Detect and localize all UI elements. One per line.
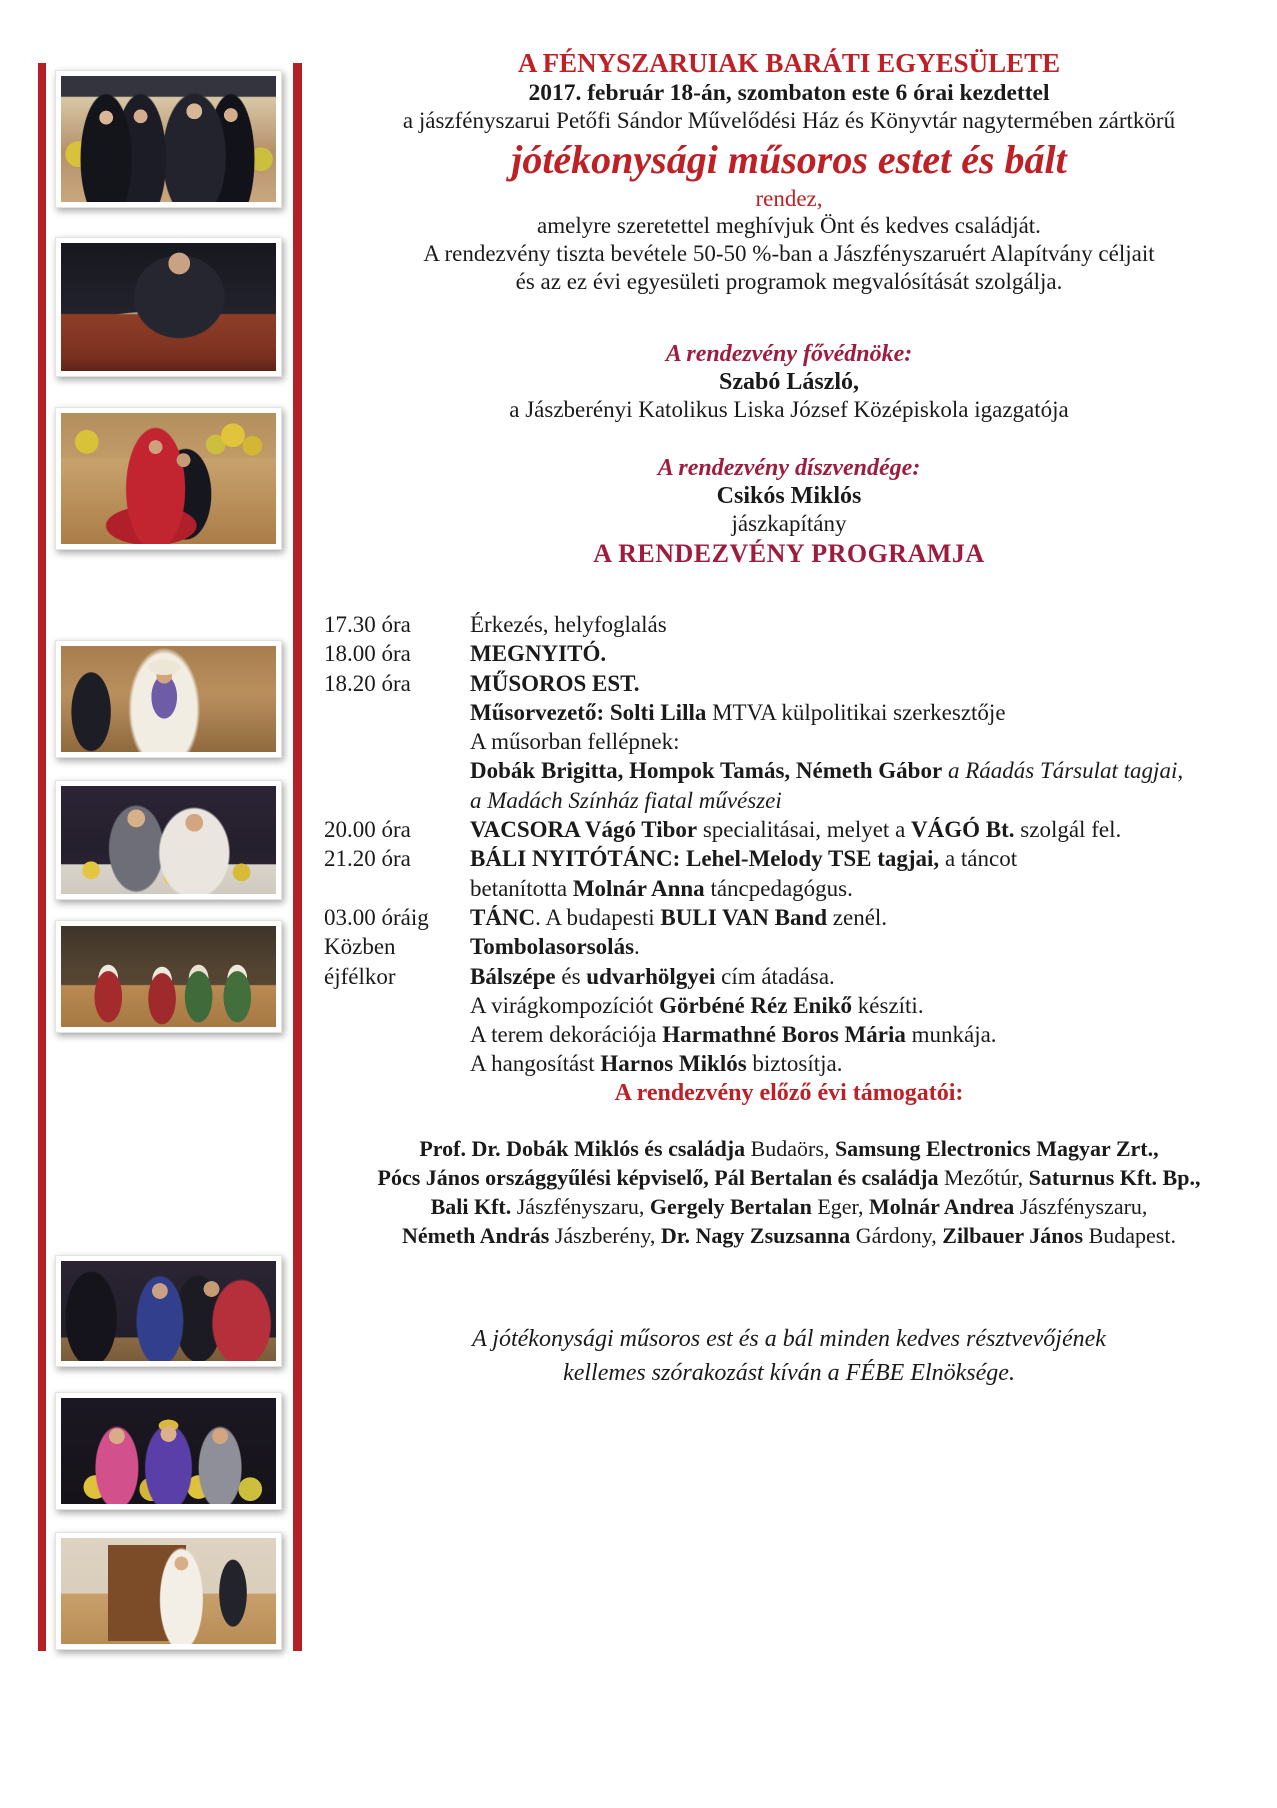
text-segment: Bálszépe xyxy=(470,963,556,989)
text-segment: biztosítja. xyxy=(746,1051,843,1077)
closing-line-1: A jótékonysági műsoros est és a bál minden kedves résztvevőjének xyxy=(472,1325,1106,1352)
photo-white-suit-singer xyxy=(55,640,282,758)
schedule-row xyxy=(324,727,1270,756)
schedule-description xyxy=(470,610,1270,639)
text-segment: táncpedagógus. xyxy=(704,875,853,901)
patron-heading: A rendezvény fővédnöke: xyxy=(665,341,913,367)
schedule-time xyxy=(324,786,470,815)
text-segment: Budaörs, xyxy=(745,1135,835,1161)
schedule-row xyxy=(324,991,1270,1020)
text-segment: szolgál fel. xyxy=(1014,817,1122,843)
text-segment: Prof. Dr. Dobák Miklós és családja xyxy=(419,1135,746,1161)
text-segment: Molnár Anna xyxy=(572,875,705,901)
sponsor-line xyxy=(308,1134,1270,1163)
guest-of-honor-section xyxy=(308,454,1270,538)
schedule-description xyxy=(470,1049,1270,1078)
schedule-row xyxy=(324,669,1270,698)
text-segment: Harnos Miklós xyxy=(600,1051,747,1077)
schedule-time xyxy=(324,991,470,1020)
text-segment: zenél. xyxy=(827,904,888,930)
text-segment: MTVA külpolitikai szerkesztője xyxy=(706,699,1006,725)
schedule-time xyxy=(324,874,470,903)
schedule-description xyxy=(470,932,1270,961)
text-segment: Zilbauer János xyxy=(942,1222,1084,1248)
text-segment: Pócs János országgyűlési képviselő, Pál Bertalan és családja xyxy=(377,1164,939,1190)
text-segment: Németh András xyxy=(402,1222,550,1248)
text-segment: VÁGÓ Bt. xyxy=(911,817,1015,843)
schedule-row xyxy=(324,962,1270,991)
schedule-row xyxy=(324,874,1270,903)
sponsor-line xyxy=(308,1221,1270,1250)
text-segment: Érkezés, helyfoglalás xyxy=(470,612,667,637)
schedule-row xyxy=(324,1049,1270,1078)
left-red-rule xyxy=(38,63,46,1651)
text-segment: . A budapesti xyxy=(535,904,661,930)
photo-ballroom-dancing xyxy=(55,1255,282,1367)
sponsor-list xyxy=(308,1134,1270,1250)
photo-painting-presentation xyxy=(55,1532,282,1650)
text-segment: betanította xyxy=(470,875,573,901)
patron-section xyxy=(308,340,1270,424)
schedule-time: 18.00 óra xyxy=(324,641,411,667)
text-segment: Görbéné Réz Enikő xyxy=(659,992,853,1018)
program-schedule xyxy=(308,610,1270,1079)
table-guests-image xyxy=(61,786,276,894)
guest-title: jászkapítány xyxy=(731,511,847,536)
text-segment: Dr. Nagy Zsuzsanna xyxy=(660,1222,851,1248)
photo-folk-dancers xyxy=(55,920,282,1033)
text-segment: Eger, xyxy=(811,1193,869,1219)
text-segment: udvarhölgyei xyxy=(586,963,716,989)
text-segment: Jászberény, xyxy=(549,1222,661,1248)
schedule-time: 17.30 óra xyxy=(324,612,411,637)
text-segment: A terem dekorációja xyxy=(470,1022,663,1048)
schedule-description xyxy=(470,727,1270,756)
schedule-row xyxy=(324,844,1270,873)
text-segment: Gergely Bertalan xyxy=(649,1193,812,1219)
text-segment: VACSORA Vágó Tibor xyxy=(470,817,698,843)
white-suit-singer-image xyxy=(61,646,276,752)
schedule-time xyxy=(324,698,470,727)
sponsors-heading: A rendezvény előző évi támogatói: xyxy=(614,1079,964,1106)
text-segment: Budapest. xyxy=(1083,1222,1176,1248)
program-heading: A RENDEZVÉNY PROGRAMJA xyxy=(593,539,985,568)
event-datetime: 2017. február 18-án, szombaton este 6 órai kezdettel xyxy=(528,80,1050,106)
text-segment: Bali Kft. xyxy=(430,1193,512,1219)
photo-pageant-winners xyxy=(55,1392,282,1510)
schedule-time: 03.00 óráig xyxy=(324,904,429,930)
text-segment: A virágkompozíciót xyxy=(470,992,660,1018)
proceeds-line-2: és az ez évi egyesületi programok megvalósítását szolgálja. xyxy=(515,269,1063,294)
schedule-time: 18.20 óra xyxy=(324,670,411,696)
schedule-time xyxy=(324,727,470,756)
text-segment: Tombolasorsolás xyxy=(470,934,635,960)
schedule-description xyxy=(470,815,1270,844)
association-title: A FÉNYSZARUIAK BARÁTI EGYESÜLETE xyxy=(517,48,1061,78)
content-column xyxy=(308,48,1270,1390)
text-segment: Mezőtúr, xyxy=(938,1164,1029,1190)
photo-opera-duo xyxy=(55,407,282,550)
proceeds-line-1: A rendezvény tiszta bevétele 50-50 %-ban a Jászfényszaruért Alapítvány céljait xyxy=(423,241,1155,266)
stage-ceremony-image xyxy=(61,76,276,202)
text-segment: BÁLI NYITÓTÁNC: Lehel-Melody TSE tagjai, xyxy=(470,846,940,872)
cimbalom-player-image xyxy=(61,243,276,371)
closing-line-2: kellemes szórakozást kíván a FÉBE Elnöksége. xyxy=(563,1359,1015,1386)
schedule-description xyxy=(470,903,1270,932)
schedule-row xyxy=(324,610,1270,639)
text-segment: specialitásai, melyet a xyxy=(697,817,912,843)
text-segment: a Madách Színház fiatal művészei xyxy=(470,787,782,813)
text-segment: A hangosítást xyxy=(470,1051,601,1077)
schedule-row xyxy=(324,815,1270,844)
schedule-description xyxy=(470,786,1270,815)
schedule-row xyxy=(324,698,1270,727)
invitation-line: amelyre szeretettel meghívjuk Önt és kedves családját. xyxy=(537,213,1041,238)
photo-cimbalom-player xyxy=(55,237,282,377)
text-segment: Jászfényszaru, xyxy=(1014,1193,1148,1219)
schedule-time: Közben xyxy=(324,934,396,960)
schedule-row xyxy=(324,1020,1270,1049)
schedule-row xyxy=(324,756,1270,785)
right-red-rule xyxy=(293,63,302,1651)
pageant-winners-image xyxy=(61,1398,276,1504)
text-segment: MEGNYITÓ. xyxy=(470,641,607,667)
text-segment: készíti. xyxy=(852,992,924,1018)
patron-name: Szabó László, xyxy=(718,369,859,395)
schedule-row xyxy=(324,639,1270,668)
text-segment: . xyxy=(634,934,640,960)
sponsor-line xyxy=(308,1192,1270,1221)
event-venue: a jászfényszarui Petőfi Sándor Művelődési Ház és Könyvtár nagytermében zártkörű xyxy=(402,108,1176,133)
folk-dancers-image xyxy=(61,926,276,1027)
text-segment: a táncot xyxy=(939,846,1018,872)
ballroom-dancing-image xyxy=(61,1261,276,1361)
schedule-row xyxy=(324,903,1270,932)
text-segment: MŰSOROS EST. xyxy=(470,670,640,696)
schedule-description xyxy=(470,669,1270,698)
rendez-line: rendez, xyxy=(755,186,823,211)
text-segment: Műsorvezető: Solti Lilla xyxy=(470,699,707,725)
opera-duo-image xyxy=(61,413,276,544)
patron-title: a Jászberényi Katolikus Liska József Középiskola igazgatója xyxy=(509,397,1069,422)
schedule-time: éjfélkor xyxy=(324,963,396,989)
event-name: jótékonysági műsoros estet és bált xyxy=(511,137,1067,182)
schedule-description xyxy=(470,962,1270,991)
closing-note xyxy=(308,1322,1270,1390)
text-segment: BULI VAN Band xyxy=(660,904,828,930)
text-segment: munkája. xyxy=(905,1022,997,1048)
schedule-time: 20.00 óra xyxy=(324,817,411,843)
schedule-row xyxy=(324,932,1270,961)
text-segment: A műsorban fellépnek: xyxy=(470,729,680,755)
schedule-time: 21.20 óra xyxy=(324,846,411,872)
photo-stage-ceremony xyxy=(55,70,282,208)
guest-heading: A rendezvény díszvendége: xyxy=(657,455,921,481)
sponsor-line xyxy=(308,1163,1270,1192)
text-segment: Samsung Electronics Magyar Zrt., xyxy=(834,1135,1159,1161)
painting-presentation-image xyxy=(61,1538,276,1644)
schedule-description xyxy=(470,991,1270,1020)
schedule-time xyxy=(324,1049,470,1078)
schedule-description xyxy=(470,1020,1270,1049)
schedule-description xyxy=(470,698,1270,727)
text-segment: Jászfényszaru, xyxy=(511,1193,650,1219)
schedule-description xyxy=(470,639,1270,668)
text-segment: Dobák Brigitta, Hompok Tamás, Németh Gábor xyxy=(470,758,943,784)
text-segment: Molnár Andrea xyxy=(868,1193,1015,1219)
text-segment: cím átadása. xyxy=(715,963,835,989)
guest-name: Csikós Miklós xyxy=(716,483,862,509)
text-segment: Gárdony, xyxy=(850,1222,943,1248)
schedule-description xyxy=(470,756,1270,785)
text-segment: a Ráadás Társulat tagjai, xyxy=(942,758,1184,784)
text-segment: Harmathné Boros Mária xyxy=(662,1022,906,1048)
schedule-row xyxy=(324,786,1270,815)
schedule-description xyxy=(470,844,1270,873)
text-segment: és xyxy=(555,963,587,989)
schedule-time xyxy=(324,1020,470,1049)
text-segment: TÁNC xyxy=(470,904,536,930)
photo-table-guests xyxy=(55,780,282,900)
text-segment: Saturnus Kft. Bp., xyxy=(1028,1164,1201,1190)
schedule-description xyxy=(470,874,1270,903)
schedule-time xyxy=(324,756,470,785)
